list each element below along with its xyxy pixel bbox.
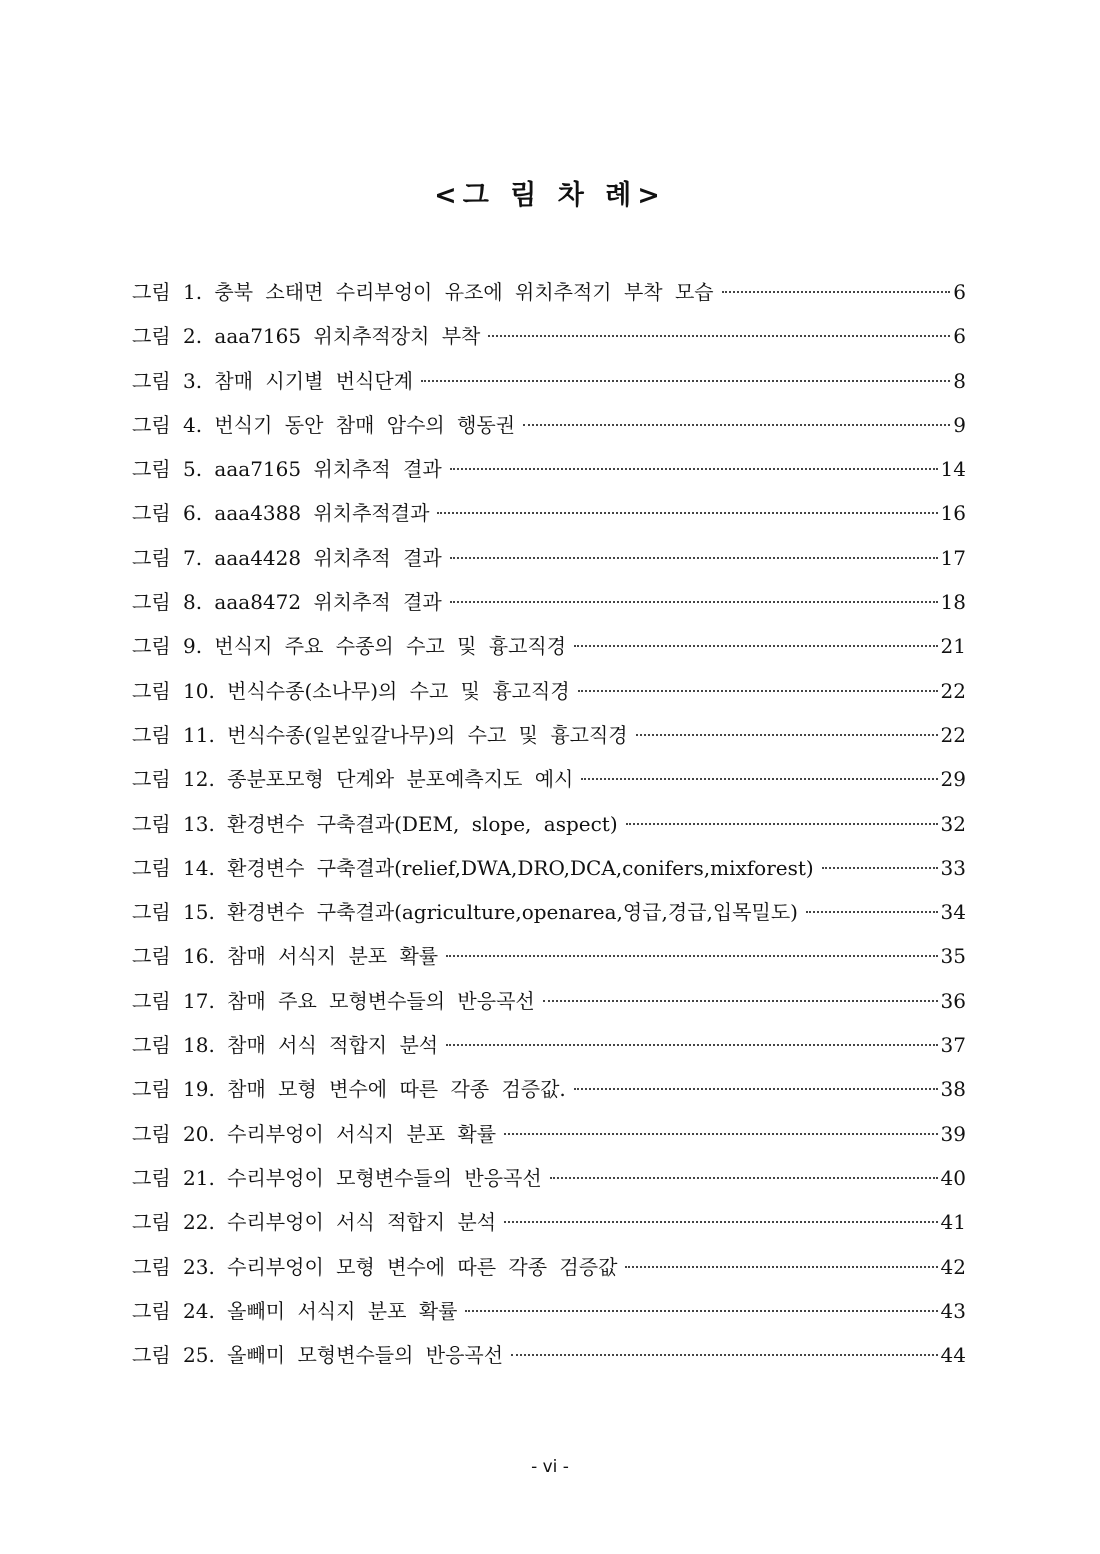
page-title: <그 림 차 례> <box>434 180 666 211</box>
entry-label: 그림 17. 참매 주요 모형변수들의 반응곡선 <box>132 988 535 1013</box>
dot-leader <box>625 1266 937 1268</box>
dot-leader <box>626 823 938 825</box>
entry-label: 그림 11. 번식수종(일본잎갈나무)의 수고 및 흉고직경 <box>132 722 628 747</box>
entry-label: 그림 24. 올빼미 서식지 분포 확률 <box>132 1298 458 1323</box>
dot-leader <box>722 291 951 293</box>
figure-list <box>132 270 966 1377</box>
toc-entry[interactable] <box>132 979 966 1023</box>
page-number-footer: - vi - <box>531 1457 569 1477</box>
toc-entry[interactable] <box>132 580 966 624</box>
entry-page-number: 38 <box>940 1077 966 1102</box>
dot-leader <box>511 1354 938 1356</box>
dot-leader <box>581 778 937 780</box>
entry-label: 그림 6. aaa4388 위치추적결과 <box>132 501 430 526</box>
dot-leader <box>504 1221 937 1223</box>
toc-entry[interactable] <box>132 1245 966 1289</box>
toc-entry[interactable] <box>132 1112 966 1156</box>
dot-leader <box>574 645 938 647</box>
toc-entry[interactable] <box>132 1289 966 1333</box>
entry-label: 그림 8. aaa8472 위치추적 결과 <box>132 590 442 615</box>
dot-leader <box>450 601 938 603</box>
entry-label: 그림 4. 번식기 동안 참매 암수의 행동권 <box>132 412 516 437</box>
dot-leader <box>421 380 950 382</box>
toc-entry[interactable] <box>132 491 966 535</box>
toc-entry[interactable] <box>132 669 966 713</box>
entry-label: 그림 18. 참매 서식 적합지 분석 <box>132 1033 439 1058</box>
entry-page-number: 32 <box>940 811 966 836</box>
entry-label: 그림 25. 올빼미 모형변수들의 반응곡선 <box>132 1343 504 1368</box>
dot-leader <box>574 1088 938 1090</box>
entry-page-number: 18 <box>940 590 966 615</box>
entry-page-number: 21 <box>940 634 966 659</box>
entry-label: 그림 10. 번식수종(소나무)의 수고 및 흉고직경 <box>132 678 570 703</box>
dot-leader <box>446 955 937 957</box>
entry-label: 그림 20. 수리부엉이 서식지 분포 확률 <box>132 1121 497 1146</box>
entry-page-number: 41 <box>940 1210 966 1235</box>
dot-leader <box>450 557 938 559</box>
entry-page-number: 40 <box>940 1165 966 1190</box>
dot-leader <box>523 424 950 426</box>
entry-label: 그림 12. 종분포모형 단계와 분포예측지도 예시 <box>132 767 574 792</box>
dot-leader <box>446 1044 937 1046</box>
toc-entry[interactable] <box>132 757 966 801</box>
entry-label: 그림 3. 참매 시기별 번식단계 <box>132 368 414 393</box>
entry-page-number: 36 <box>940 988 966 1013</box>
entry-label: 그림 1. 충북 소태면 수리부엉이 유조에 위치추적기 부착 모습 <box>132 280 714 304</box>
entry-label: 그림 23. 수리부엉이 모형 변수에 따른 각종 검증값 <box>132 1254 618 1279</box>
entry-label: 그림 19. 참매 모형 변수에 따른 각종 검증값. <box>132 1077 566 1102</box>
dot-leader <box>465 1310 937 1312</box>
entry-label: 그림 9. 번식지 주요 수종의 수고 및 흉고직경 <box>132 634 567 659</box>
dot-leader <box>437 512 937 514</box>
entry-page-number: 22 <box>940 678 966 703</box>
entry-page-number: 39 <box>940 1121 966 1146</box>
entry-label: 그림 22. 수리부엉이 서식 적합지 분석 <box>132 1210 497 1235</box>
toc-entry[interactable] <box>132 1067 966 1111</box>
dot-leader <box>504 1133 937 1135</box>
toc-entry[interactable] <box>132 1156 966 1200</box>
toc-entry[interactable] <box>132 934 966 978</box>
entry-label: 그림 15. 환경변수 구축결과(agriculture,openarea,영급,경급,입목밀도) <box>132 900 798 925</box>
entry-page-number: 37 <box>940 1033 966 1058</box>
entry-page-number: 6 <box>953 280 966 304</box>
entry-page-number: 29 <box>940 767 966 792</box>
dot-leader <box>543 1000 938 1002</box>
dot-leader <box>636 734 938 736</box>
entry-page-number: 8 <box>953 368 966 393</box>
toc-entry[interactable] <box>132 314 966 358</box>
toc-entry[interactable] <box>132 624 966 668</box>
dot-leader <box>550 1177 938 1179</box>
entry-page-number: 35 <box>940 944 966 969</box>
dot-leader <box>822 867 938 869</box>
entry-label: 그림 13. 환경변수 구축결과(DEM, slope, aspect) <box>132 811 618 836</box>
entry-page-number: 43 <box>940 1298 966 1323</box>
entry-page-number: 33 <box>940 855 966 880</box>
entry-page-number: 16 <box>940 501 966 526</box>
toc-entry[interactable] <box>132 536 966 580</box>
toc-entry[interactable] <box>132 447 966 491</box>
entry-page-number: 17 <box>940 545 966 570</box>
entry-label: 그림 2. aaa7165 위치추적장치 부착 <box>132 324 481 349</box>
toc-entry[interactable] <box>132 1200 966 1244</box>
entry-label: 그림 5. aaa7165 위치추적 결과 <box>132 457 442 482</box>
entry-label: 그림 21. 수리부엉이 모형변수들의 반응곡선 <box>132 1165 542 1190</box>
toc-entry[interactable] <box>132 270 966 314</box>
entry-page-number: 9 <box>953 412 966 437</box>
toc-entry[interactable] <box>132 1023 966 1067</box>
entry-page-number: 6 <box>953 324 966 349</box>
toc-entry[interactable] <box>132 1333 966 1377</box>
toc-entry[interactable] <box>132 403 966 447</box>
entry-label: 그림 14. 환경변수 구축결과(relief,DWA,DRO,DCA,conifers,mixforest) <box>132 855 814 880</box>
dot-leader <box>450 468 938 470</box>
entry-page-number: 14 <box>940 457 966 482</box>
entry-page-number: 42 <box>940 1254 966 1279</box>
toc-entry[interactable] <box>132 802 966 846</box>
entry-label: 그림 16. 참매 서식지 분포 확률 <box>132 944 439 969</box>
dot-leader <box>806 911 938 913</box>
entry-page-number: 34 <box>940 900 966 925</box>
toc-entry[interactable] <box>132 359 966 403</box>
toc-entry[interactable] <box>132 846 966 890</box>
dot-leader <box>578 690 938 692</box>
toc-entry[interactable] <box>132 713 966 757</box>
entry-label: 그림 7. aaa4428 위치추적 결과 <box>132 545 442 570</box>
toc-entry[interactable] <box>132 890 966 934</box>
entry-page-number: 22 <box>940 722 966 747</box>
entry-page-number: 44 <box>940 1343 966 1368</box>
dot-leader <box>488 335 950 337</box>
